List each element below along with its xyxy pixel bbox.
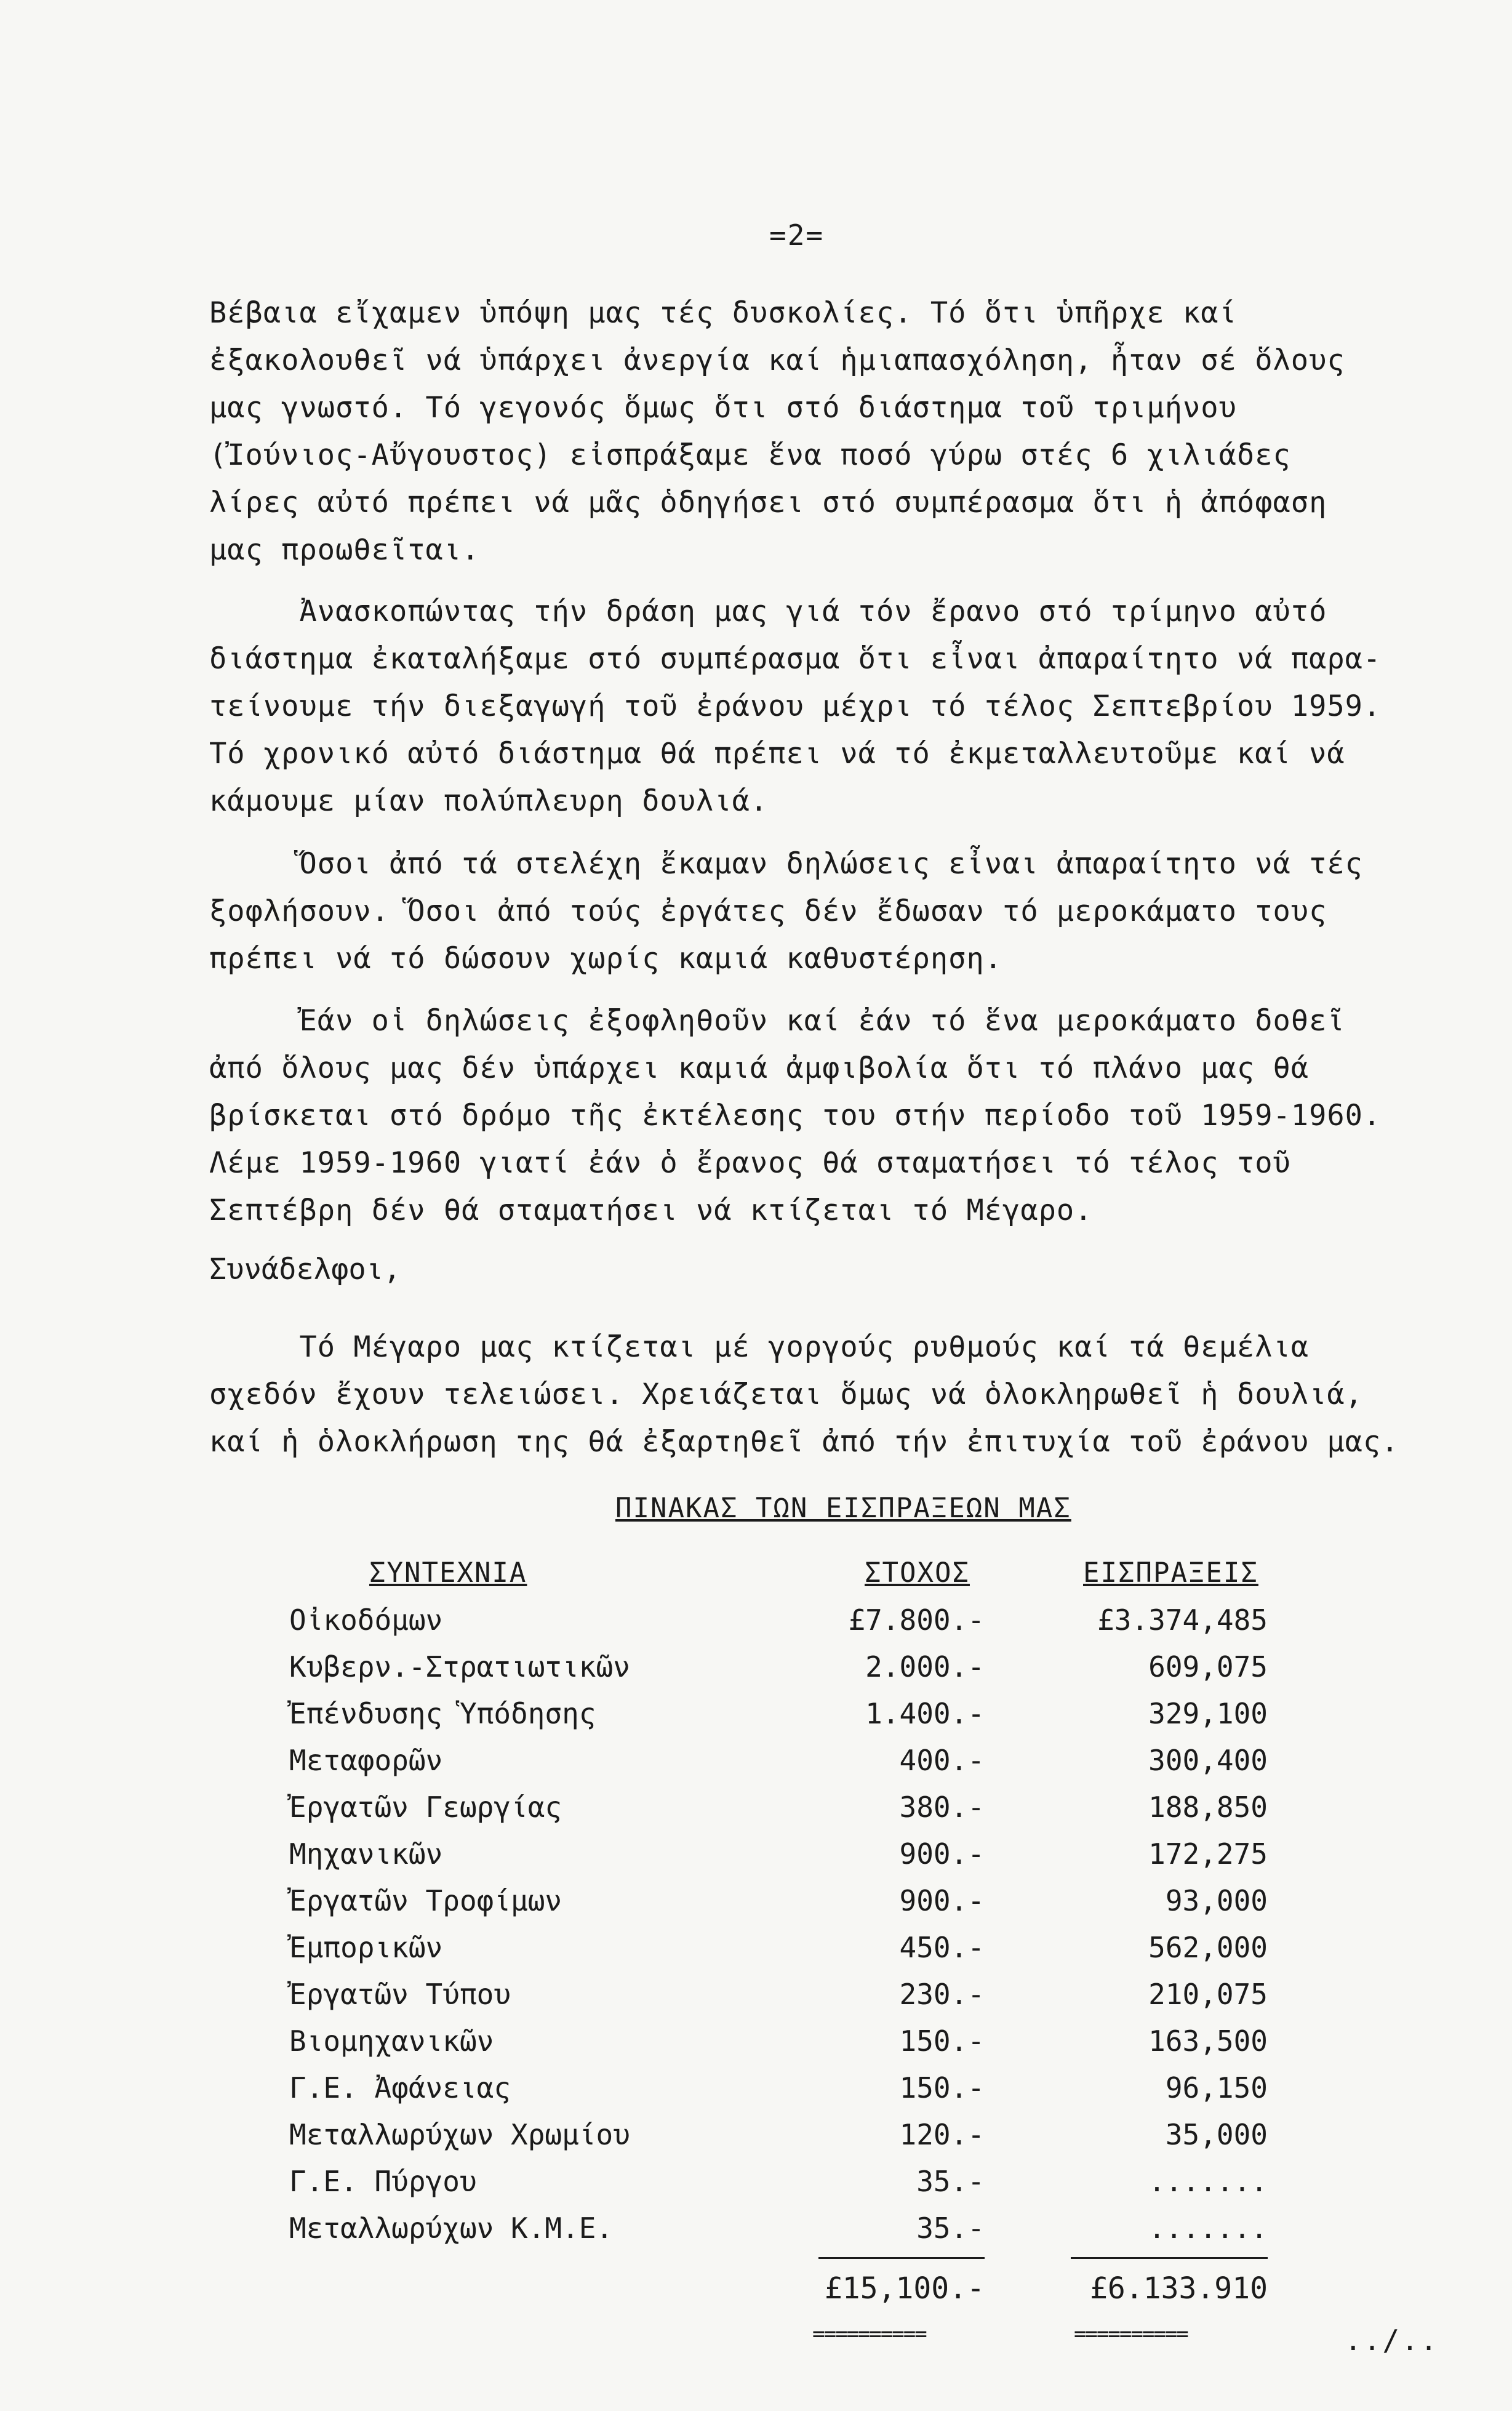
- text-line: σχεδόν ἔχουν τελειώσει. Χρειάζεται ὅμως νά ὁλοκληρωθεῖ ἡ δουλιά,: [209, 1378, 1363, 1411]
- table-row: [0, 1650, 1512, 1697]
- row-union-name: Μεταφορῶν: [289, 1744, 443, 1777]
- text-line: Λέμε 1959-1960 γιατί ἐάν ὁ ἔρανος θά σταματήσει τό τέλος τοῦ: [209, 1146, 1291, 1180]
- text-line: ἀπό ὅλους μας δέν ὑπάρχει καμιά ἀμφιβολία ὅτι τό πλάνο μας θά: [209, 1051, 1310, 1085]
- row-receipts: 210,075: [1148, 1978, 1268, 2011]
- row-target: £7.800.-: [848, 1603, 985, 1637]
- total-receipts: £6.133.910: [1090, 2271, 1268, 2306]
- text-line: Ἀνασκοπώντας τήν δράση μας γιά τόν ἔρανο στό τρίμηνο αὐτό: [209, 595, 1327, 628]
- row-target: 380.-: [899, 1791, 985, 1824]
- row-union-name: Μεταλλωρύχων Χρωμίου: [289, 2118, 630, 2151]
- text-line: Ὅσοι ἀπό τά στελέχη ἔκαμαν δηλώσεις εἶναι ἀπαραίτητο νά τές: [209, 847, 1363, 881]
- paragraph-3: [209, 840, 1440, 982]
- continuation-mark: ../..: [1345, 2324, 1439, 2357]
- table-row: [0, 1744, 1512, 1791]
- row-target: 1.400.-: [865, 1697, 985, 1730]
- table-row: [0, 2118, 1512, 2165]
- text-line: μας προωθεῖται.: [209, 533, 480, 567]
- text-line: ξοφλήσουν. Ὅσοι ἀπό τούς ἐργάτες δέν ἔδωσαν τό μεροκάματο τους: [209, 894, 1327, 928]
- page-number: =2=: [769, 219, 825, 252]
- row-union-name: Ἐργατῶν Τύπου: [289, 1978, 511, 2011]
- text-line: ἐξακολουθεῖ νά ὑπάρχει ἀνεργία καί ἡμιαπασχόληση, ἦταν σέ ὅλους: [209, 343, 1345, 377]
- row-union-name: Μηχανικῶν: [289, 1837, 443, 1871]
- row-union-name: Ἐργατῶν Γεωργίας: [289, 1791, 562, 1824]
- row-target: 35.-: [916, 2212, 985, 2245]
- text-line: διάστημα ἐκαταλήξαμε στό συμπέρασμα ὅτι εἶναι ἀπαραίτητο νά παρα-: [209, 642, 1382, 676]
- text-line: καί ἡ ὁλοκλήρωση της θά ἐξαρτηθεῖ ἀπό τήν ἐπιτυχία τοῦ ἐράνου μας.: [209, 1425, 1399, 1459]
- sum-rule-target: [818, 2257, 985, 2259]
- closing-paragraph: [209, 1323, 1440, 1466]
- row-target: 450.-: [899, 1931, 985, 1964]
- row-union-name: Μεταλλωρύχων Κ.Μ.Ε.: [289, 2212, 614, 2245]
- row-target: 900.-: [899, 1837, 985, 1871]
- sum-rule-receipts: [1071, 2257, 1268, 2259]
- row-target: 2.000.-: [865, 1650, 985, 1683]
- row-receipts: 300,400: [1148, 1744, 1268, 1777]
- row-target: 150.-: [899, 2024, 985, 2058]
- table-row: [0, 1603, 1512, 1650]
- row-receipts: 562,000: [1148, 1931, 1268, 1964]
- table-row: [0, 2024, 1512, 2071]
- row-union-name: Ἐργατῶν Τροφίμων: [289, 1884, 562, 1917]
- table-row: [0, 1978, 1512, 2024]
- text-line: λίρες αὐτό πρέπει νά μᾶς ὁδηγήσει στό συμπέρασμα ὅτι ἡ ἀπόφαση: [209, 486, 1327, 520]
- row-union-name: Οἰκοδόμων: [289, 1603, 443, 1637]
- text-line: Τό χρονικό αὐτό διάστημα θά πρέπει νά τό ἐκμεταλλευτοῦμε καί νά: [209, 737, 1345, 771]
- table-row: [0, 2071, 1512, 2118]
- row-union-name: Ἐπένδυσης Ὑπόδησης: [289, 1697, 596, 1730]
- row-target: 120.-: [899, 2118, 985, 2151]
- row-receipts: £3.374,485: [1097, 1603, 1268, 1637]
- table-title: ΠΙΝΑΚΑΣ ΤΩΝ ΕΙΣΠΡΑΞΕΩΝ ΜΑΣ: [615, 1493, 1071, 1524]
- paragraph-1: [209, 289, 1440, 574]
- double-rule-receipts: ==========: [1074, 2322, 1188, 2346]
- row-target: 900.-: [899, 1884, 985, 1917]
- row-receipts: 163,500: [1148, 2024, 1268, 2058]
- row-target: 400.-: [899, 1744, 985, 1777]
- row-target: 150.-: [899, 2071, 985, 2104]
- salutation: Συνάδελφοι,: [209, 1253, 401, 1286]
- table-row: [0, 2165, 1512, 2212]
- table-row: [0, 1884, 1512, 1931]
- row-receipts: 93,000: [1165, 1884, 1268, 1917]
- row-union-name: Κυβερν.-Στρατιωτικῶν: [289, 1650, 630, 1683]
- text-line: Σεπτέβρη δέν θά σταματήσει νά κτίζεται τό Μέγαρο.: [209, 1193, 1093, 1227]
- double-rule-target: ==========: [812, 2322, 926, 2346]
- table-row: [0, 2212, 1512, 2258]
- text-line: πρέπει νά τό δώσουν χωρίς καμιά καθυστέρηση.: [209, 942, 1003, 976]
- row-union-name: Ἐμπορικῶν: [289, 1931, 443, 1964]
- text-line: μας γνωστό. Τό γεγονός ὅμως ὅτι στό διάστημα τοῦ τριμήνου: [209, 391, 1237, 425]
- text-line: Ἐάν οἱ δηλώσεις ἐξοφληθοῦν καί ἐάν τό ἕνα μεροκάματο δοθεῖ: [209, 1004, 1345, 1038]
- row-receipts: 35,000: [1165, 2118, 1268, 2151]
- row-union-name: Γ.Ε. Ἀφάνειας: [289, 2071, 511, 2104]
- row-target: 35.-: [916, 2165, 985, 2198]
- text-line: τείνουμε τήν διεξαγωγή τοῦ ἐράνου μέχρι τό τέλος Σεπτεβρίου 1959.: [209, 689, 1382, 723]
- row-receipts: .......: [1148, 2165, 1268, 2198]
- row-union-name: Βιομηχανικῶν: [289, 2024, 494, 2058]
- column-header-union: ΣΥΝΤΕΧΝΙΑ: [369, 1557, 527, 1589]
- row-receipts: 609,075: [1148, 1650, 1268, 1683]
- table-row: [0, 1837, 1512, 1884]
- text-line: (Ἰούνιος-Αὔγουστος) εἰσπράξαμε ἕνα ποσό γύρω στές 6 χιλιάδες: [209, 438, 1291, 472]
- row-union-name: Γ.Ε. Πύργου: [289, 2165, 477, 2198]
- row-target: 230.-: [899, 1978, 985, 2011]
- text-line: Τό Μέγαρο μας κτίζεται μέ γοργούς ρυθμούς καί τά θεμέλια: [209, 1330, 1310, 1364]
- row-receipts: 172,275: [1148, 1837, 1268, 1871]
- receipts-table: [0, 1603, 1512, 2258]
- paragraph-2: [209, 588, 1440, 825]
- paragraph-4: [209, 997, 1440, 1234]
- row-receipts: 188,850: [1148, 1791, 1268, 1824]
- row-receipts: 329,100: [1148, 1697, 1268, 1730]
- column-header-target: ΣΤΟΧΟΣ: [865, 1557, 970, 1589]
- table-row: [0, 1791, 1512, 1837]
- table-row: [0, 1697, 1512, 1744]
- row-receipts: 96,150: [1165, 2071, 1268, 2104]
- total-target: £15,100.-: [824, 2271, 985, 2306]
- table-row: [0, 1931, 1512, 1978]
- text-line: Βέβαια εἴχαμεν ὑπόψη μας τές δυσκολίες. Τό ὅτι ὑπῆρχε καί: [209, 296, 1237, 330]
- row-receipts: .......: [1148, 2212, 1268, 2245]
- column-header-receipts: ΕΙΣΠΡΑΞΕΙΣ: [1083, 1557, 1258, 1589]
- text-line: κάμουμε μίαν πολύπλευρη δουλιά.: [209, 784, 769, 818]
- text-line: βρίσκεται στό δρόμο τῆς ἐκτέλεσης του στήν περίοδο τοῦ 1959-1960.: [209, 1099, 1382, 1133]
